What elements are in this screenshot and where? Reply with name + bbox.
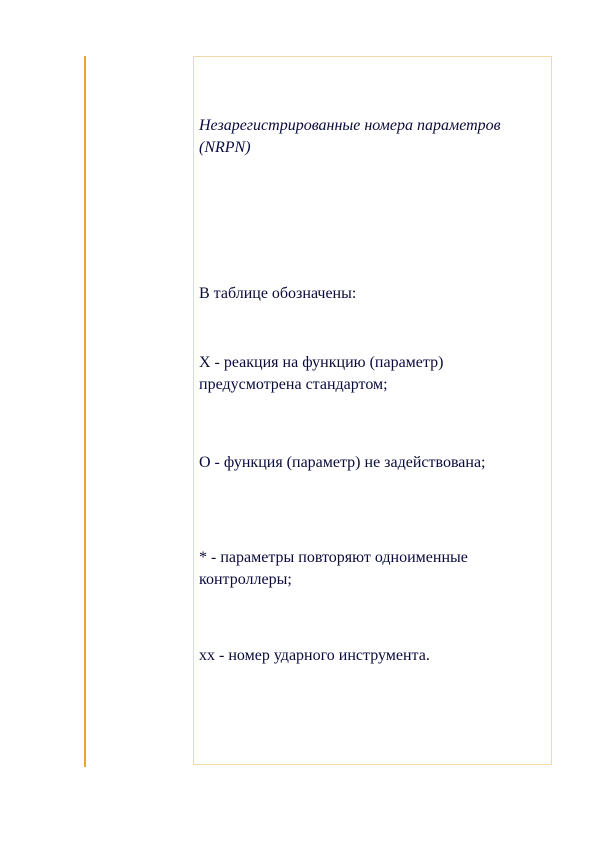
legend-item-x: X - реакция на функцию (параметр) предусмотрена стандартом; xyxy=(199,354,444,393)
legend-item-xx: xx - номер ударного инструмента. xyxy=(199,647,430,664)
left-margin-rule xyxy=(84,56,86,767)
legend-item-asterisk: * - параметры повторяют одноименные контроллеры; xyxy=(199,549,468,588)
section-title: Незарегистрированные номера параметров (NRPN) xyxy=(199,117,501,156)
legend-intro: В таблице обозначены: xyxy=(199,285,357,302)
legend-item-o: O - функция (параметр) не задействована; xyxy=(199,454,486,471)
content-panel xyxy=(193,56,552,765)
